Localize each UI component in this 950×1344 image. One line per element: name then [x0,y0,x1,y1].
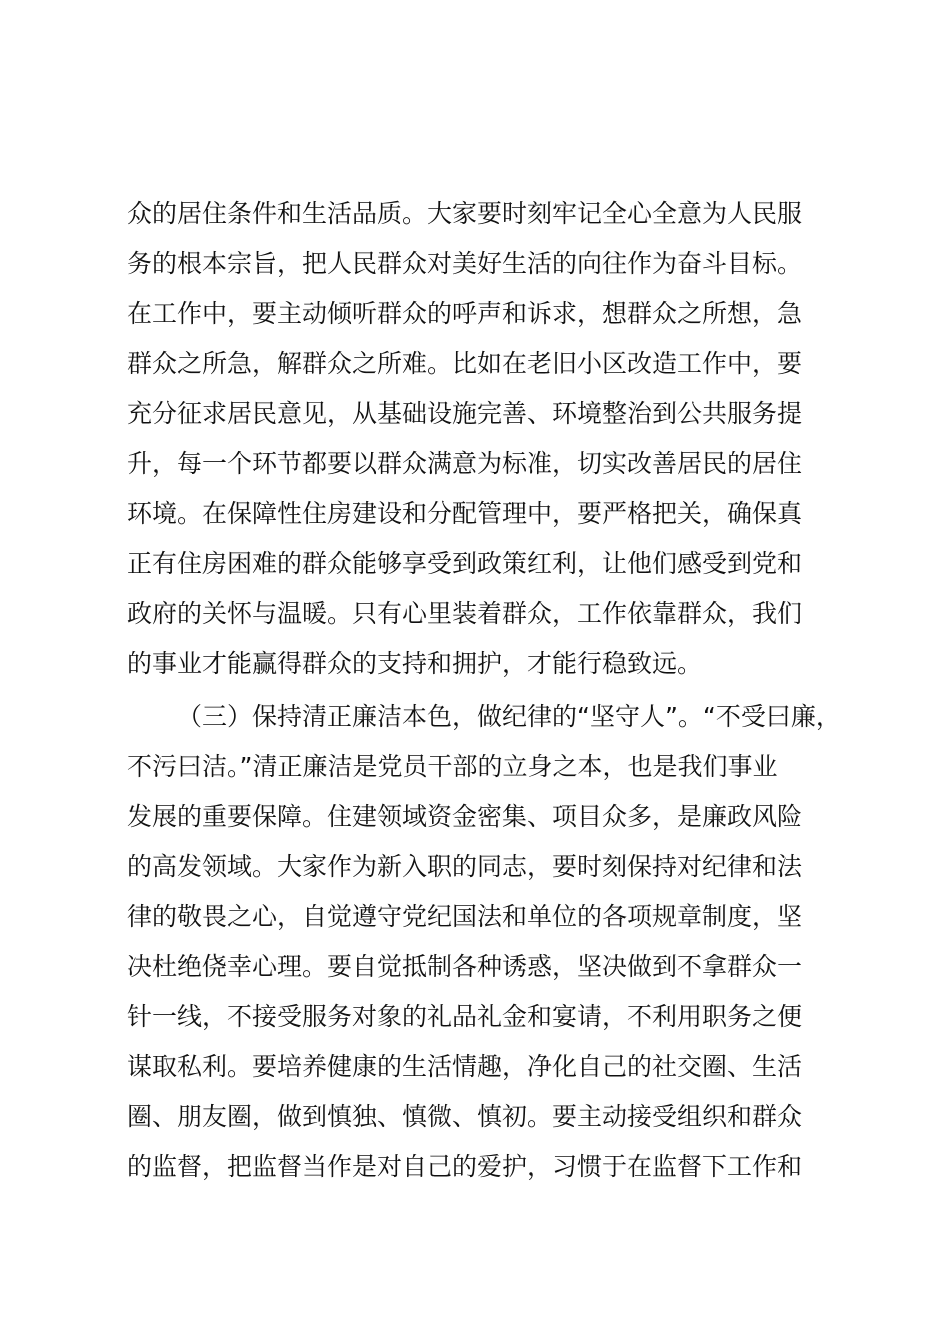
paragraph-1-line: 众的居住条件和生活品质。大家要时刻牢记全心全意为人民服 [127,199,803,228]
paragraph-2-line: 律的敬畏之心，自觉遵守党纪国法和单位的各项规章制度，坚 [127,902,803,931]
paragraph-1-line: 充分征求居民意见，从基础设施完善、环境整治到公共服务提 [127,399,803,428]
paragraph-1-line: 政府的关怀与温暖。只有心里装着群众，工作依靠群众，我们 [127,599,803,628]
paragraph-2-heading-line: （三）保持清正廉洁本色，做纪律的“坚守人”。“不受曰廉， [177,702,841,731]
paragraph-1-line: 升，每一个环节都要以群众满意为标准，切实改善居民的居住 [127,449,803,478]
paragraph-1 [127,189,847,689]
paragraph-2-line: 的监督，把监督当作是对自己的爱护，习惯于在监督下工作和 [127,1152,803,1181]
paragraph-2-line: 不污曰洁。”清正廉洁是党员干部的立身之本，也是我们事业 [127,752,778,781]
paragraph-2 [127,692,847,1192]
paragraph-1-line: 正有住房困难的群众能够享受到政策红利，让他们感受到党和 [127,549,803,578]
paragraph-2-line: 发展的重要保障。住建领域资金密集、项目众多，是廉政风险 [127,802,803,831]
paragraph-2-line: 针一线，不接受服务对象的礼品礼金和宴请，不利用职务之便 [127,1002,803,1031]
paragraph-1-line: 群众之所急，解群众之所难。比如在老旧小区改造工作中，要 [127,349,803,378]
paragraph-2-line: 谋取私利。要培养健康的生活情趣，净化自己的社交圈、生活 [127,1052,803,1081]
paragraph-1-line: 的事业才能赢得群众的支持和拥护，才能行稳致远。 [127,649,703,678]
paragraph-1-line: 在工作中，要主动倾听群众的呼声和诉求，想群众之所想，急 [127,299,803,328]
paragraph-2-line: 决杜绝侥幸心理。要自觉抵制各种诱惑，坚决做到不拿群众一 [127,952,803,981]
paragraph-1-line: 环境。在保障性住房建设和分配管理中，要严格把关，确保真 [127,499,803,528]
paragraph-2-line: 圈、朋友圈，做到慎独、慎微、慎初。要主动接受组织和群众 [127,1102,803,1131]
paragraph-1-line: 务的根本宗旨，把人民群众对美好生活的向往作为奋斗目标。 [127,249,803,278]
paragraph-2-line: 的高发领域。大家作为新入职的同志，要时刻保持对纪律和法 [127,852,803,881]
